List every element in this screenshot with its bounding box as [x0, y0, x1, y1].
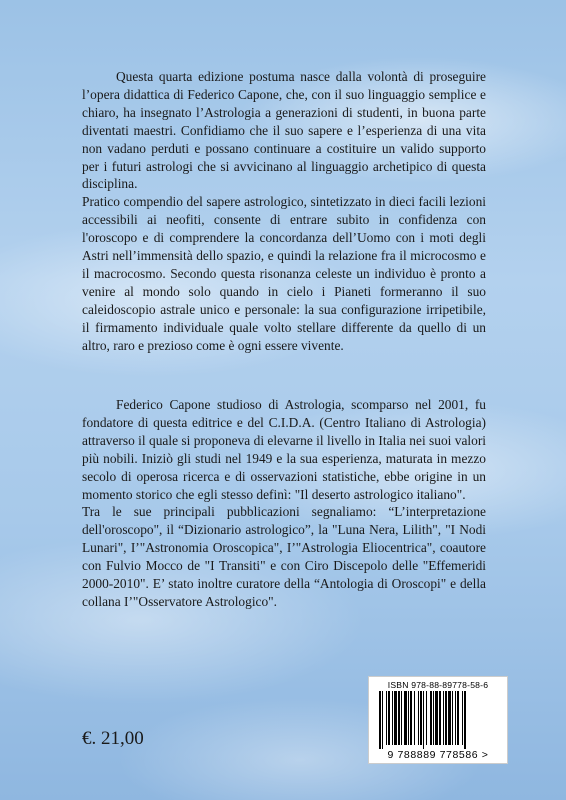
intro-paragraph: Questa quarta edizione postuma nasce dalla volontà di proseguire l’opera didattica di Federico Capone, che, con il suo linguaggio semplice e chiaro, ha insegnato l’Astrologia a generazioni di studenti, in buona parte diventati maestri. Confidiamo che il suo sapere e l’esperienza di una vita non vadano perduti e possano continuare a costituire un valido supporto per i futuri astrologi che si avvicinano al linguaggio archetipico di questa disciplina.: [82, 69, 486, 192]
barcode-image: [379, 691, 497, 749]
description-text: [82, 68, 486, 355]
summary-paragraph: Pratico compendio del sapere astrologico, sintetizzato in dieci facili lezioni accessibili ai neofiti, consente di entrare subito in confidenza con l'oroscopo e di comprendere la concordanza dell’Uomo con i moti degli Astri nell’immensità dello spazio, e quindi la relazione fra il microcosmo e il macrocosmo. Secondo questa risonanza celeste un individuo è pronto a venire al mondo solo quando in cielo i Pianeti formeranno il suo caleidoscopio astrale unico e personale: la sua configurazione irripetibile, il firmamento individuale quale volto stellare differente da quello di un altro, raro e prezioso come è ogni essere vivente.: [82, 194, 486, 353]
publications-paragraph: Tra le sue principali pubblicazioni segnaliamo: “L’interpretazione dell'oroscopo", il “Dizionario astrologico”, la "Luna Nera, Lilith", "I Nodi Lunari", I’"Astronomia Oroscopica", I’"Astrologia Eliocentrica", coautore con Fulvio Mocco de "I Transiti" e con Ciro Discepolo delle "Effemeridi 2000-2010". E’ stato inoltre curatore della “Antologia di Oroscopi" e della collana I’"Osservatore Astrologico".: [82, 504, 486, 609]
isbn-label: ISBN 978-88-89778-58-6: [387, 680, 489, 690]
author-paragraph: Federico Capone studioso di Astrologia, scomparso nel 2001, fu fondatore di questa editrice e del C.I.D.A. (Centro Italiano di Astrologia) attraverso il quale si proponeva di elevarne il livello in Italia nei suoi valori più nobili. Iniziò gli studi nel 1949 e la sua esperienza, maturata in mezzo secolo di operosa ricerca e di osservazioni statistiche, ebbe origine in un momento storico che egli stesso definì: "Il deserto astrologico italiano".: [82, 397, 486, 502]
isbn-barcode-box: [368, 676, 508, 764]
isbn-digits: 9 788889 778586 >: [387, 749, 489, 761]
author-bio-text: [82, 396, 486, 611]
price-label: €. 21,00: [82, 728, 144, 749]
